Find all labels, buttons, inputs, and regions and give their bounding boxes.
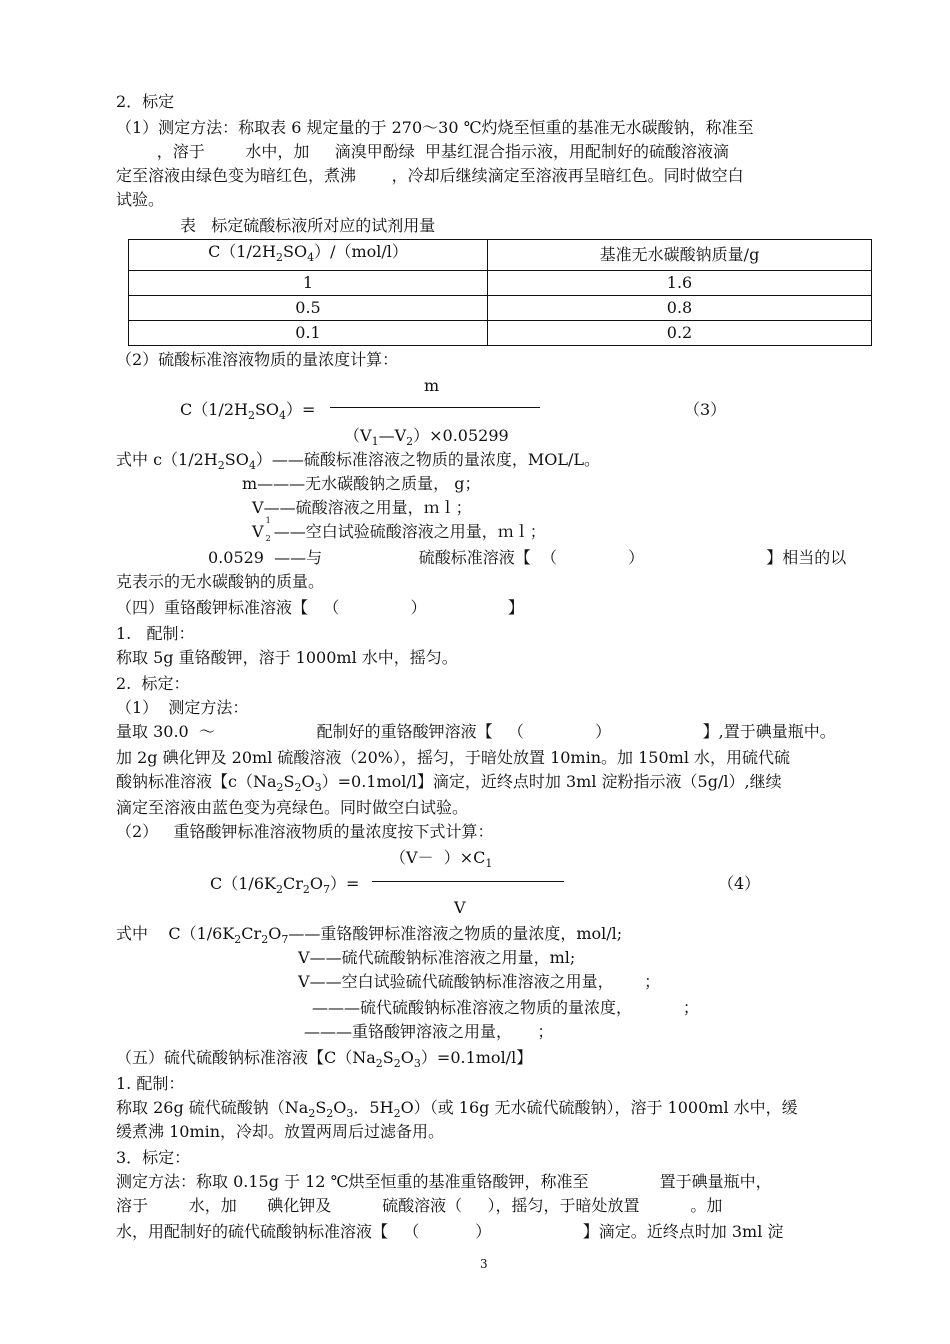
table-cell: 1.6 (488, 271, 872, 296)
table-row (129, 296, 872, 321)
table-cell: 0.2 (488, 321, 872, 346)
paragraph-line: 克表示的无水碳酸钠的质量。 (116, 572, 325, 591)
paragraph-line: 滴定至溶液由蓝色变为亮绿色。同时做空白试验。 (116, 798, 469, 817)
definition-line: 式中 $C(1/6K_2Cr_2O_7——$重铬酸钾标准溶液之物质的量浓度，mol/l; (116, 924, 623, 946)
table-header-row (129, 240, 872, 271)
definition-line: ———重铬酸钾溶液之用量， ； (304, 1022, 554, 1041)
table-header-cell: 基准无水碳酸钠质量/g (488, 240, 872, 271)
paragraph-line: 酸钠标准溶液【$c(Na_2S_2O_3)=0.1mol/l$】滴定，近终点时加 3ml 淀粉指示液（5g/l）,继续 (116, 772, 782, 794)
formula-lhs: $C(1/6K_2Cr_2O_7)=$ (210, 874, 360, 896)
definition-line: m———无水碳酸钠之质量， g； (242, 474, 481, 493)
formula-numerator: $(V- )\times C_1$ (390, 848, 493, 870)
subsection-heading: 2. 标定： (116, 674, 190, 693)
formula-numerator: m (424, 376, 440, 395)
paragraph-line: （1）测定方法：称取表 6 规定量的于 270～30 ℃灼烧至恒重的基准无水碳酸钠，称准至 (116, 118, 754, 137)
table-cell: 0.5 (129, 296, 488, 321)
section-heading: （五）硫代硫酸钠标准溶液【$C(Na_2S_2O_3)=0.1mol/l$】 (116, 1048, 533, 1070)
table-row (129, 271, 872, 296)
paragraph-line: 加 2g 碘化钾及 20ml 硫酸溶液（20%），摇匀，于暗处放置 10min。加 150ml 水，用硫代硫 (116, 748, 791, 767)
paragraph-line: ，溶于 水中，加 滴溴甲酚绿 甲基红混合指示液，用配制好的硫酸溶液滴 (116, 142, 729, 161)
definition-line: V——硫酸溶液之用量，ｍｌ； (252, 498, 472, 517)
table-header-cell: $C(1/2H_2SO_4)/(mol/l)$ (129, 240, 488, 271)
formula-lhs: $C(1/2H_2SO_4)=$ (180, 400, 316, 422)
reagent-table (128, 239, 872, 346)
formula-denominator: V (454, 898, 466, 917)
paragraph-line: （2）硫酸标准溶液物质的量浓度计算： (116, 350, 399, 369)
definition-line: 式中 $c(1/2H_2SO_4)——$硫酸标准溶液之物质的量浓度，MOL/L。 (116, 450, 600, 472)
equation-number: （4） (718, 874, 761, 893)
section-heading-calibration: 2．标定 (116, 92, 175, 111)
definition-line: V——硫代硫酸钠标准溶液之用量，ml; (298, 948, 576, 967)
page-number: 3 (480, 1257, 488, 1271)
paragraph-line: 称取 26g 硫代硫酸钠（$Na_2S_2O_3$．$5H_2O$）（或 16g 无水硫代硫酸钠），溶于 1000ml 水中，缓 (116, 1098, 798, 1120)
definition-line: $V^1_2$ ——空白试验硫酸溶液之用量，ｍｌ； (252, 516, 546, 543)
definition-line: 0.0529 ——与 硫酸标准溶液【 （ ） 】相当的以 (208, 548, 847, 567)
paragraph-line: 试验。 (116, 190, 165, 209)
equation-number: （3） (684, 400, 727, 419)
subsection-heading: 1. 配制： (116, 1074, 185, 1093)
section-heading: （四）重铬酸钾标准溶液【 （ ） 】 (116, 598, 524, 617)
paragraph-line: 量取 30.0 ～ 配制好的重铬酸钾溶液【 （ ） 】,置于碘量瓶中。 (116, 722, 836, 741)
subsection-heading: 3．标定： (116, 1148, 191, 1167)
table-cell: 1 (129, 271, 488, 296)
table-caption: 表 标定硫酸标液所对应的试剂用量 (180, 216, 436, 235)
definition-line: V——空白试验硫代硫酸钠标准溶液之用量， ； (298, 972, 661, 991)
table-cell: 0.1 (129, 321, 488, 346)
formula-denominator: $(V_1—V_2)\times 0.05299$ (344, 426, 509, 448)
paragraph-line: （1） 测定方法： (116, 698, 249, 717)
subsection-heading: 1. 配制： (116, 624, 195, 643)
paragraph-line: 水，用配制好的硫代硫酸钠标准溶液【 （ ） 】滴定。近终点时加 3ml 淀 (116, 1222, 784, 1241)
paragraph-line: 缓煮沸 10min，冷却。放置两周后过滤备用。 (116, 1122, 445, 1141)
fraction-bar (372, 881, 564, 882)
fraction-bar (330, 407, 540, 408)
paragraph-line: 称取 5g 重铬酸钾，溶于 1000ml 水中，摇匀。 (116, 648, 458, 667)
paragraph-line: （2） 重铬酸钾标准溶液物质的量浓度按下式计算： (116, 822, 494, 841)
paragraph-line: 测定方法：称取 0.15g 于 12 ℃烘至恒重的基准重铬酸钾，称准至 置于碘量瓶中， (116, 1172, 772, 1191)
paragraph-line: 定至溶液由绿色变为暗红色，煮沸 ，冷却后继续滴定至溶液再呈暗红色。同时做空白 (116, 166, 744, 185)
table-row (129, 321, 872, 346)
definition-line: ———硫代硫酸钠标准溶液之物质的量浓度， ； (312, 998, 699, 1017)
paragraph-line: 溶于 水，加 碘化钾及 硫酸溶液（ ），摇匀，于暗处放置 。加 (116, 1196, 723, 1215)
table-cell: 0.8 (488, 296, 872, 321)
